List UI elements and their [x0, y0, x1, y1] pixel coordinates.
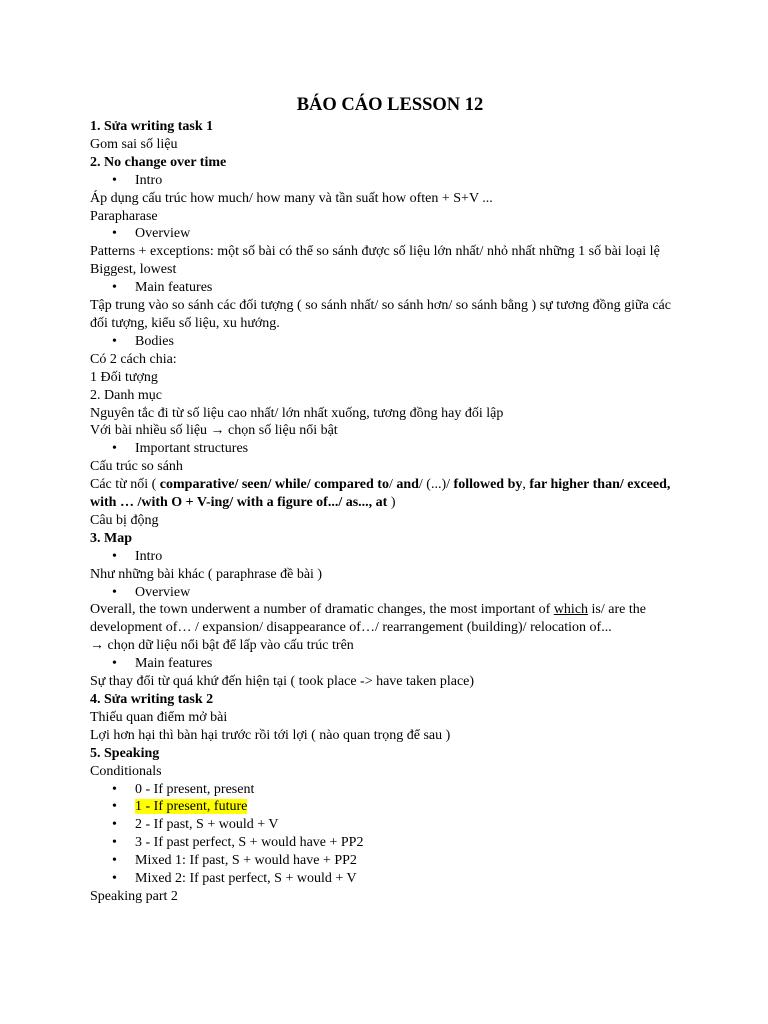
- bullet-icon: •: [112, 441, 117, 457]
- bullet-label: Overview: [135, 584, 191, 600]
- text-line: 2. Danh mục: [90, 387, 162, 403]
- bullet-icon: •: [112, 548, 117, 564]
- bullet-item: [90, 584, 690, 602]
- text-run: Overall, the town underwent a number of dramatic changes, the most important of: [90, 602, 554, 618]
- bullet-item: [90, 870, 690, 888]
- section-heading-1: 1. Sửa writing task 1: [90, 119, 214, 134]
- section-heading-5: 5. Speaking: [90, 745, 160, 761]
- bullet-icon: •: [112, 781, 117, 797]
- highlighted-label: 1 - If present, future: [135, 799, 248, 815]
- text-line: Có 2 cách chia:: [90, 351, 177, 367]
- bullet-item: [90, 440, 690, 458]
- bold-run: far higher than/ exceed, with … /with O + V-ing/ with a figure of.../ as..., at: [90, 477, 671, 511]
- document-page: [90, 94, 690, 906]
- text-line: Cấu trúc so sánh: [90, 459, 183, 475]
- bullet-item: [90, 548, 690, 566]
- text-line: Gom sai số liệu: [90, 136, 178, 152]
- section-heading-2: 2. No change over time: [90, 154, 227, 170]
- text-line: Sự thay đổi từ quá khứ đến hiện tại ( took place -> have taken place): [90, 674, 475, 690]
- text-run: is/ are the development of… / expansion/ disappearance of…/ rearrangement (building)/ relocation of...: [90, 602, 646, 636]
- bullet-icon: •: [112, 280, 117, 296]
- bullet-label: Intro: [135, 172, 163, 188]
- overview-paragraph: [90, 601, 690, 637]
- text-line: → chọn dữ liệu nổi bật để lấp vào cấu trúc trên: [90, 638, 354, 654]
- section-heading-4: 4. Sửa writing task 2: [90, 692, 214, 707]
- text-line: Conditionals: [90, 763, 162, 779]
- bullet-item: [90, 798, 690, 816]
- text-line: Lợi hơn hại thì bàn hại trước rồi tới lợi ( nào quan trọng để sau ): [90, 727, 451, 743]
- text-line: Áp dụng cấu trúc how much/ how many và tần suất how often + S+V ...: [90, 190, 493, 206]
- bullet-label: Mixed 1: If past, S + would have + PP2: [135, 853, 357, 869]
- bullet-item: [90, 781, 690, 799]
- bullet-item: [90, 834, 690, 852]
- bullet-icon: •: [112, 799, 117, 815]
- bullet-icon: •: [112, 333, 117, 349]
- bullet-label: 0 - If present, present: [135, 781, 255, 797]
- bullet-label: 2 - If past, S + would + V: [135, 817, 279, 833]
- bullet-label: 3 - If past perfect, S + would have + PP2: [135, 835, 364, 851]
- bullet-icon: •: [112, 853, 117, 869]
- text-line: Câu bị động: [90, 512, 159, 528]
- bullet-item: [90, 333, 690, 351]
- bullet-item: [90, 816, 690, 834]
- bullet-icon: •: [112, 584, 117, 600]
- text-run: / (...)/: [418, 477, 454, 493]
- text-run: ): [387, 495, 396, 511]
- text-line: Speaking part 2: [90, 888, 178, 904]
- text-paragraph: Tập trung vào so sánh các đối tượng ( so sánh nhất/ so sánh hơn/ so sánh bằng ) sự tương đồng giữa các đối tượng, kiểu số liệu, xu hướng.: [90, 298, 671, 331]
- bullet-label: Overview: [135, 226, 191, 242]
- bullet-icon: •: [112, 172, 117, 188]
- text-line: Với bài nhiều số liệu → chọn số liệu nổi bật: [90, 423, 338, 439]
- text-line: Biggest, lowest: [90, 262, 177, 278]
- connectors-paragraph: [90, 476, 690, 512]
- bullet-icon: •: [112, 656, 117, 672]
- text-run: Các từ nối (: [90, 477, 160, 493]
- bullet-icon: •: [112, 871, 117, 887]
- bullet-label: Important structures: [135, 441, 249, 457]
- bullet-item: [90, 279, 690, 297]
- text-run: /: [388, 477, 397, 493]
- bullet-label: Mixed 2: If past perfect, S + would + V: [135, 871, 357, 887]
- bullet-icon: •: [112, 817, 117, 833]
- bullet-label: Bodies: [135, 333, 174, 349]
- bullet-item: [90, 852, 690, 870]
- bullet-item: [90, 655, 690, 673]
- text-paragraph: Patterns + exceptions: một số bài có thể so sánh được số liệu lớn nhất/ nhỏ nhất những 1 số bài loại lệ: [90, 244, 660, 260]
- bullet-label: Intro: [135, 548, 163, 564]
- underlined-run: which: [553, 602, 589, 618]
- bullet-icon: •: [112, 226, 117, 242]
- text-line: 1 Đối tượng: [90, 369, 158, 385]
- bold-run: followed by: [453, 477, 523, 493]
- section-heading-3: 3. Map: [90, 530, 132, 546]
- bullet-item: [90, 225, 690, 243]
- page-title: BÁO CÁO LESSON 12: [296, 95, 484, 115]
- text-run: ,: [522, 477, 530, 493]
- text-line: Parapharase: [90, 208, 158, 224]
- bullet-icon: •: [112, 835, 117, 851]
- bullet-label: Main features: [135, 280, 213, 296]
- bullet-item: [90, 172, 690, 190]
- text-line: Thiếu quan điểm mở bài: [90, 709, 228, 725]
- text-line: Nguyên tắc đi từ số liệu cao nhất/ lớn nhất xuống, tương đồng hay đối lập: [90, 405, 504, 421]
- bold-run: comparative/ seen/ while/ compared to: [159, 477, 389, 493]
- text-line: Như những bài khác ( paraphrase đề bài ): [90, 566, 323, 582]
- bullet-label: Main features: [135, 656, 213, 672]
- bold-run: and: [396, 477, 419, 493]
